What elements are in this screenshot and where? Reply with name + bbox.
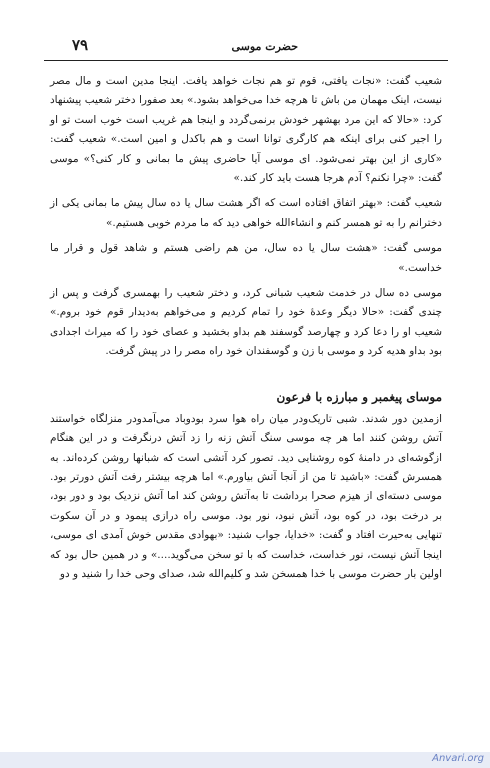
- paragraph: موسی گفت: «هشت سال یا ده سال، من هم راضی هستم و شاهد قول و قرار ما خداست.»: [50, 242, 442, 274]
- paragraph: موسی ده سال در خدمت شعیب شبانی کرد، و دختر شعیب را بهمسری گرفت و پس از چندی گفت: «حالا دیگر وعدهٔ خود را تمام کردیم و می‌خواهم به‌دیدار قوم خود بروم.» شعیب او را دعا کرد و چهارصد گوسفند هم بداو بخشید و عصای خود را که میراث اجدادی بود بداو هدیه کرد و موسی با زن و گوسفندان خود راه مصر را در پیش گرفت.: [50, 287, 442, 358]
- page-body: [50, 72, 442, 590]
- running-header-title: حضرت موسی: [231, 40, 298, 53]
- header-rule: [44, 60, 448, 61]
- section-heading: موسای پیغمبر و مبارزه با فرعون: [276, 389, 442, 404]
- paragraph: شعیب گفت: «نجات یافتی، قوم تو هم نجات خواهد یافت. اینجا مدین است و مال مصر نیست، اینک مهمان من باش تا هرچه خدا می‌خواهد بشود.» بعد صفورا دختر شعیب پیشنهاد کرد: «حالا که این مرد بهشهر خودش برنمی‌گردد و اینجا هم غریب است خوب است تو او را اجیر کنی برای اینکه هم کارگری توانا است و هم باکدل و امین است.» شعیب گفت: «کاری از این بهتر نمی‌شود. ای موسی آیا حاضری پیش ما بمانی و کار کنی؟» موسی گفت: «چرا نکنم؟ آدم هرجا هست باید کار کند.»: [50, 75, 442, 185]
- watermark: Anvari.org: [432, 753, 484, 764]
- page-header: [44, 38, 448, 58]
- page-number: ۷۹: [72, 36, 89, 54]
- footer-bar: [0, 752, 490, 768]
- paragraph: شعیب گفت: «بهتر اتفاق افتاده است که اگر هشت سال یا ده سال پیش ما بمانی یکی از دخترانم را به تو همسر کنم و انشاءالله خواهی دید که ما مردم خوبی هستیم.»: [50, 197, 442, 229]
- paragraph: ازمدین دور شدند. شبی تاریک‌ودر میان راه هوا سرد بودوباد می‌آمدودر منزلگاه خواستند آتش روشن کنند اما هر چه موسی سنگ آتش زنه را زد آتش درنگرفت و در این هنگام ازگوشه‌ای در دامنهٔ کوه روشنایی دید. تصور کرد آتشی است که شبانها روشن کرده‌اند. به همسرش گفت: «باشید تا من از آنجا آتش بیاورم.» اما هرچه بیشتر رفت آتش دورتر بود. موسی دسته‌ای از هیزم صحرا برداشت تا به‌آتش روشن کند اما آتش نزدیک بود و دور بود، بر درخت بود، در کوه بود، آتش نبود، نور بود. موسی راه درازی پیمود و در آن سکوت تنهایی به‌حیرت افتاد و گفت: «خدایا، جواب شنید: «بهوادی مقدس خوش آمدی ای موسی، اینجا آتش نیست، نور خداست، خداست که با تو سخن می‌گوید....» و در همین حال بود که اولین بار حضرت موسی با خدا همسخن شد و کلیم‌الله شد، صدای وحی خدا را شنید و دو: [50, 412, 442, 580]
